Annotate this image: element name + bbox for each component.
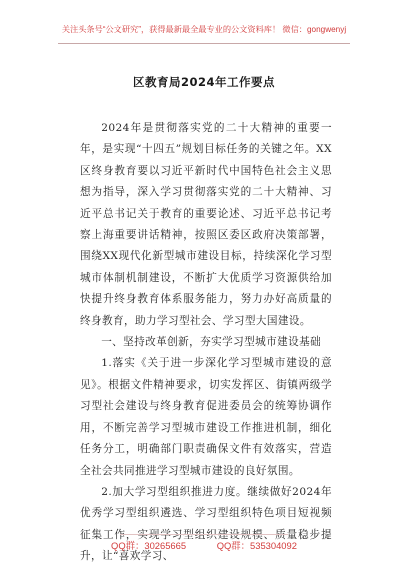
footer-qq-group-1: QQ群：30265665: [111, 540, 187, 551]
footer-divider: [120, 534, 288, 535]
footer-qq-group-2: QQ群：535304092: [216, 540, 297, 551]
item-paragraph-1: 1.落实《关于进一步深化学习型城市建设的意见》。根据文件精神要求，切实发挥区、街镇两级学习型社会建设与终身教育促进委员会的统筹协调作用，不断完善学习型城市建设工作推进机制，细化任务分工，明确部门职责确保文件有效落实，营造全社会共同推进学习型城市建设的良好氛围。: [80, 357, 332, 477]
document-title: 区教育局2024年工作要点: [132, 75, 275, 89]
footer-contacts: [0, 538, 408, 552]
header-divider: [58, 43, 350, 44]
section-heading: 一、坚持改革创新，夯实学习型城市建设基础: [101, 336, 322, 349]
header-banner: 关注头条号“公文研究”，获得最新最全最专业的公文资料库！ 微信：gongwenyj: [61, 25, 347, 34]
intro-paragraph: 2024年是贯彻落实党的二十大精神的重要一年，是实现“十四五”规划目标任务的关键之年。XX区终身教育要以习近平新时代中国特色社会主义思想为指导，深入学习贯彻落实党的二十大精神、习近平总书记关于教育的重要论述、习近平总书记考察上海重要讲话精神，按照区委区政府决策部署，围绕XX现代化新型城市建设目标，持续深化学习型城市体制机制建设，不断扩大优质学习资源供给加快提升终身教育体系服务能力，努力办好高质量的终身教育，助力学习型社会、学习型大国建设。: [80, 122, 332, 327]
item-paragraph-2: 2.加大学习型组织推进力度。继续做好2024年优秀学习型组织遴选、学习型组织特色项目短视频征集工作，实现学习型组织建设规模、质量稳步提升，让“喜欢学习、: [80, 485, 332, 563]
document-body: [80, 118, 332, 568]
